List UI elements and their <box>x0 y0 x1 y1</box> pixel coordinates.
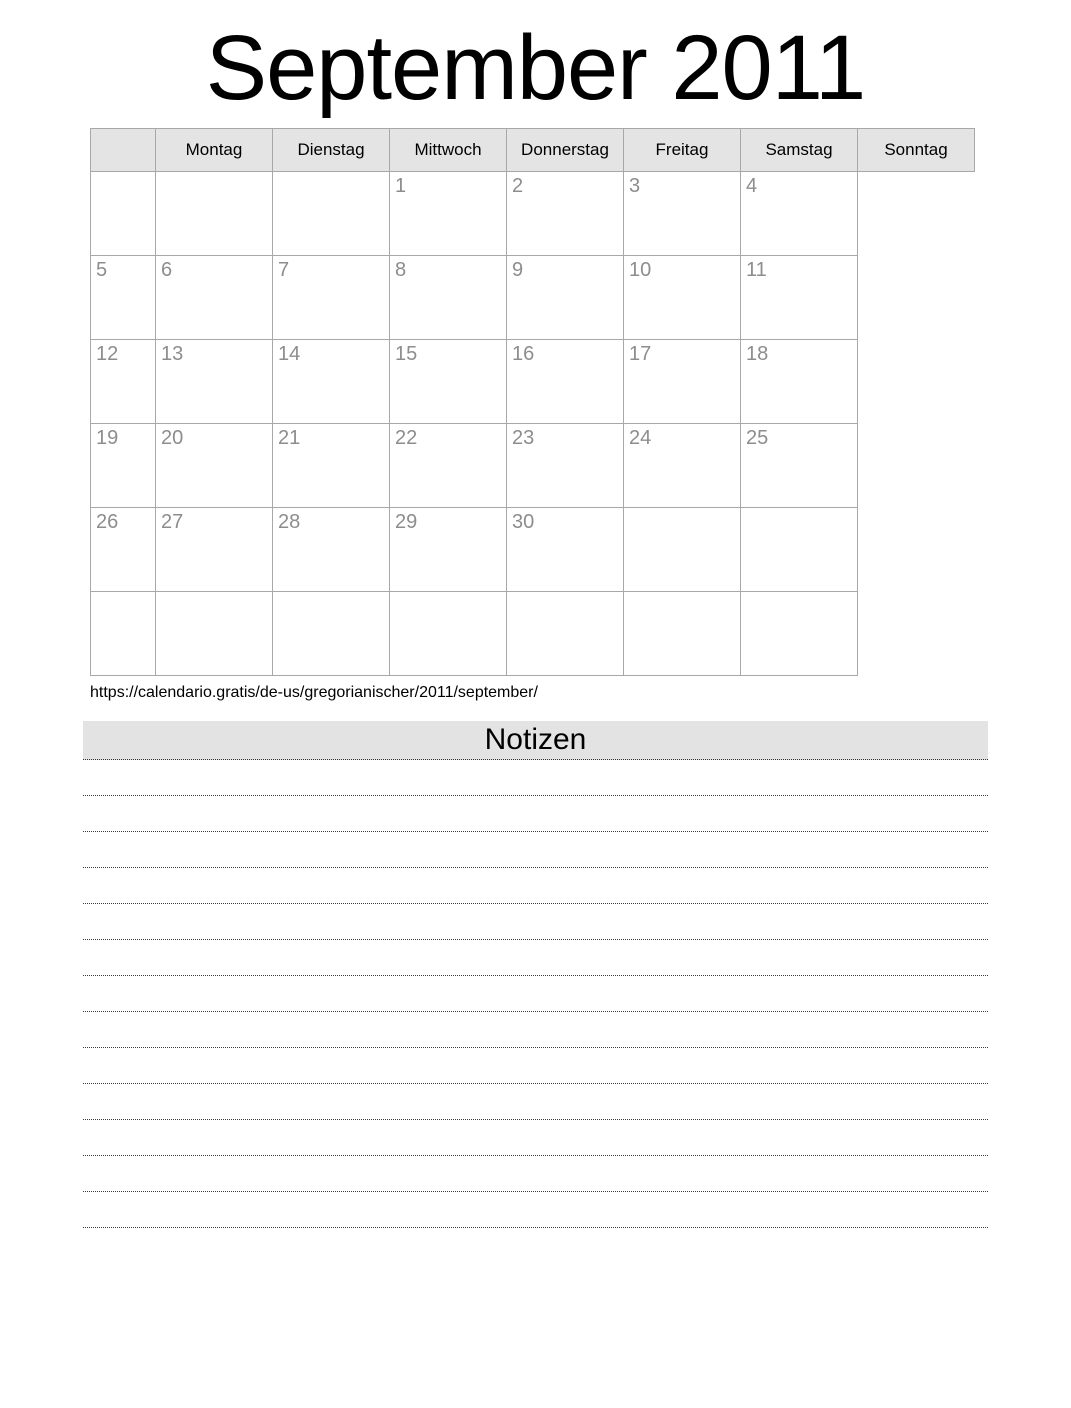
note-line <box>83 976 988 1012</box>
day-cell-15: 15 <box>390 340 507 424</box>
day-cell-22: 22 <box>390 424 507 508</box>
day-cell-6: 6 <box>156 256 273 340</box>
day-cell-26: 26 <box>91 508 156 592</box>
day-cell-28: 28 <box>273 508 390 592</box>
day-cell-empty <box>624 508 741 592</box>
note-line <box>83 760 988 796</box>
day-cell-8: 8 <box>390 256 507 340</box>
day-cell-24: 24 <box>624 424 741 508</box>
note-line <box>83 1084 988 1120</box>
day-cell-10: 10 <box>624 256 741 340</box>
day-cell-21: 21 <box>273 424 390 508</box>
note-line <box>83 1048 988 1084</box>
day-cell-3: 3 <box>624 172 741 256</box>
note-line <box>83 868 988 904</box>
day-cell-empty <box>741 508 858 592</box>
week-strip <box>91 129 156 172</box>
day-cell-29: 29 <box>390 508 507 592</box>
note-lines <box>83 760 988 1228</box>
calendar-week-row <box>91 340 975 424</box>
calendar-week-row <box>91 592 975 676</box>
day-cell-20: 20 <box>156 424 273 508</box>
day-cell-5: 5 <box>91 256 156 340</box>
day-cell-9: 9 <box>507 256 624 340</box>
day-cell-12: 12 <box>91 340 156 424</box>
weekday-header-sonntag: Sonntag <box>858 129 975 172</box>
day-cell-19: 19 <box>91 424 156 508</box>
note-line <box>83 796 988 832</box>
weekday-header-mittwoch: Mittwoch <box>390 129 507 172</box>
weekday-header-donnerstag: Donnerstag <box>507 129 624 172</box>
source-url: https://calendario.gratis/de-us/gregorianischer/2011/september/ <box>90 684 538 701</box>
day-cell-18: 18 <box>741 340 858 424</box>
calendar-week-row <box>91 256 975 340</box>
day-cell-17: 17 <box>624 340 741 424</box>
page-title: September 2011 <box>205 17 866 119</box>
day-cell-14: 14 <box>273 340 390 424</box>
calendar-container <box>90 128 1071 676</box>
day-cell-1: 1 <box>390 172 507 256</box>
weekday-header-montag: Montag <box>156 129 273 172</box>
day-cell-empty <box>91 592 156 676</box>
note-line <box>83 832 988 868</box>
weekday-header-dienstag: Dienstag <box>273 129 390 172</box>
weekday-header-freitag: Freitag <box>624 129 741 172</box>
note-line <box>83 1192 988 1228</box>
note-line <box>83 1012 988 1048</box>
day-cell-7: 7 <box>273 256 390 340</box>
day-cell-empty <box>507 592 624 676</box>
calendar-week-row <box>91 424 975 508</box>
day-cell-empty <box>741 592 858 676</box>
weekday-header-samstag: Samstag <box>741 129 858 172</box>
day-cell-11: 11 <box>741 256 858 340</box>
note-line <box>83 1156 988 1192</box>
notes-heading: Notizen <box>83 721 988 760</box>
weekday-header-row <box>91 129 975 172</box>
note-line <box>83 940 988 976</box>
day-cell-30: 30 <box>507 508 624 592</box>
day-cell-4: 4 <box>741 172 858 256</box>
day-cell-empty <box>390 592 507 676</box>
note-line <box>83 1120 988 1156</box>
day-cell-27: 27 <box>156 508 273 592</box>
calendar-body <box>91 172 975 676</box>
day-cell-empty <box>624 592 741 676</box>
calendar-week-row <box>91 508 975 592</box>
day-cell-empty <box>273 592 390 676</box>
day-cell-empty <box>156 592 273 676</box>
calendar-table <box>90 128 975 676</box>
day-cell-16: 16 <box>507 340 624 424</box>
day-cell-25: 25 <box>741 424 858 508</box>
calendar-week-row <box>91 172 975 256</box>
note-line <box>83 904 988 940</box>
day-cell-empty <box>156 172 273 256</box>
day-cell-23: 23 <box>507 424 624 508</box>
day-cell-13: 13 <box>156 340 273 424</box>
notes-section <box>83 721 988 1228</box>
day-cell-empty <box>91 172 156 256</box>
day-cell-2: 2 <box>507 172 624 256</box>
day-cell-empty <box>273 172 390 256</box>
